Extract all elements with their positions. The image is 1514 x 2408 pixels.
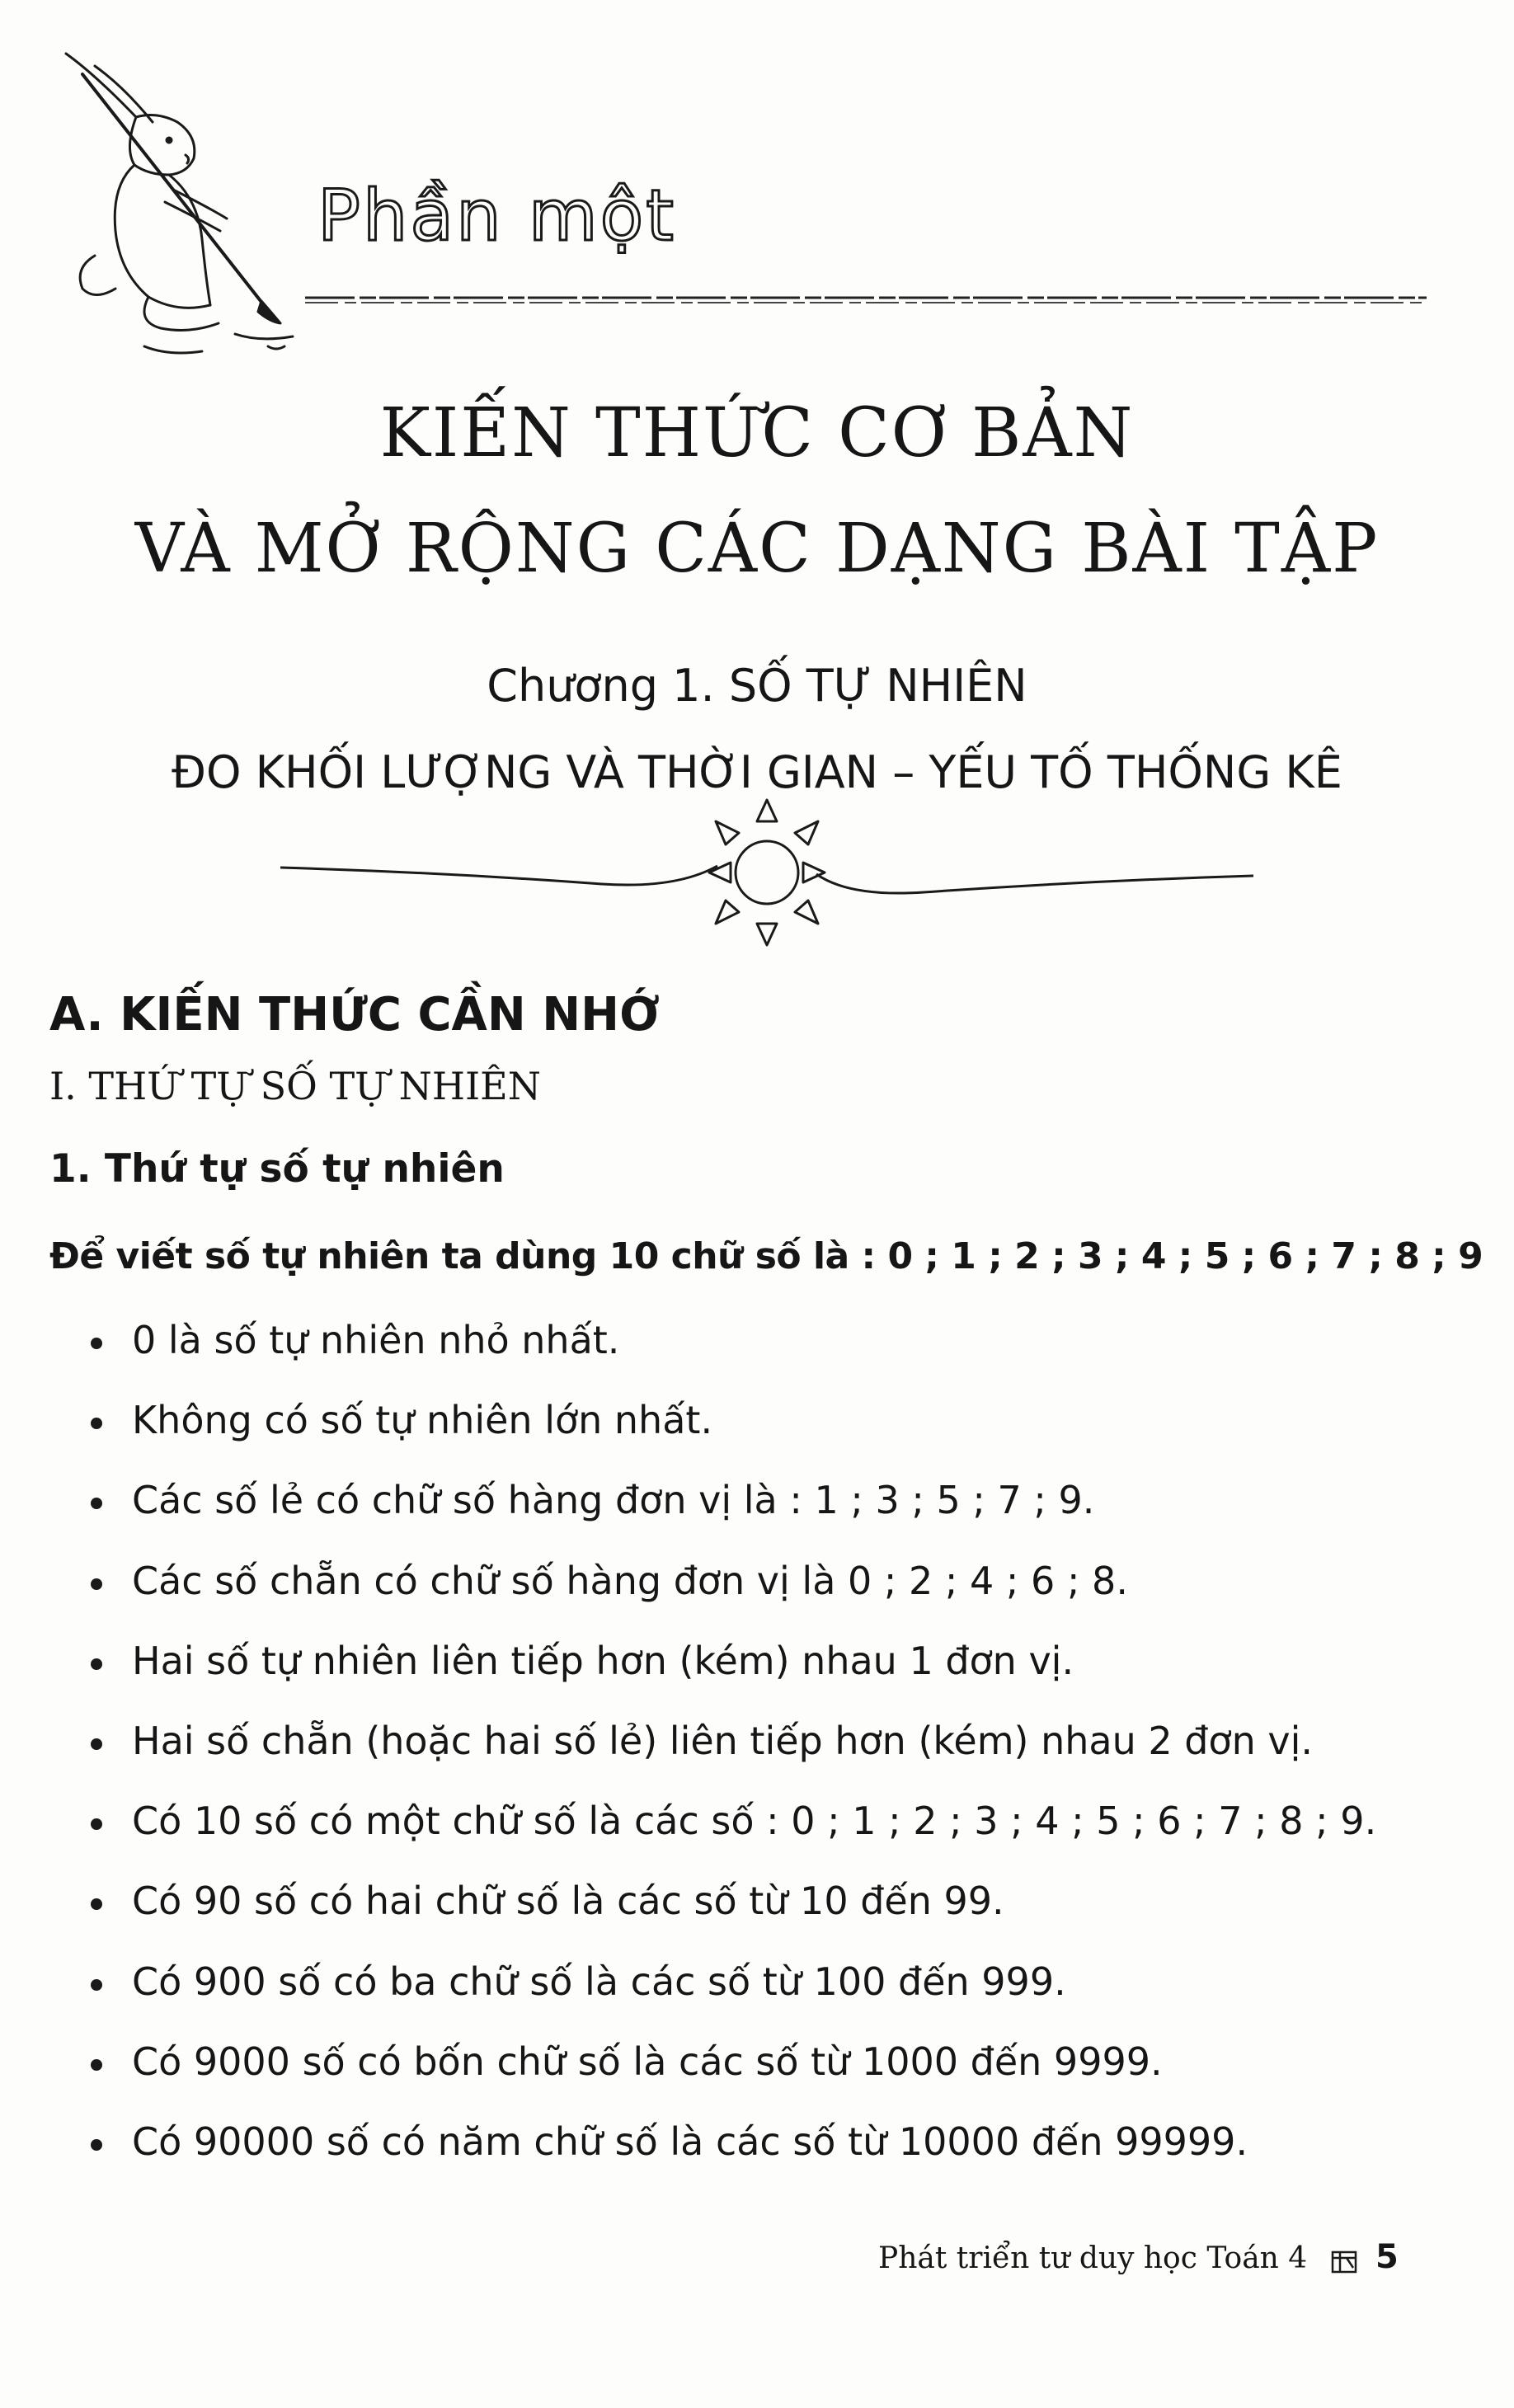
bullet-icon [91, 1578, 102, 1590]
list-item [91, 1876, 1451, 1956]
list-item-text: Các số chẵn có chữ số hàng đơn vị là 0 ; 2 ; 4 ; 6 ; 8. [132, 1558, 1128, 1603]
list-item [91, 1556, 1451, 1636]
list-item-text: Hai số chẵn (hoặc hai số lẻ) liên tiếp hơn (kém) nhau 2 đơn vị. [132, 1718, 1313, 1763]
list-item-text: 0 là số tự nhiên nhỏ nhất. [132, 1318, 620, 1362]
subsection-heading: I. THỨ TỰ SỐ TỰ NHIÊN [49, 1064, 541, 1108]
part-title-rule [305, 294, 1427, 307]
bullet-icon [91, 1898, 102, 1910]
bullet-icon [91, 1498, 102, 1509]
footer-book-title: Phát triển tư duy học Toán 4 [878, 2241, 1308, 2275]
list-item-text: Các số lẻ có chữ số hàng đơn vị là : 1 ; 3 ; 5 ; 7 ; 9. [132, 1478, 1095, 1523]
list-item [91, 1716, 1451, 1796]
list-item [91, 1315, 1451, 1395]
list-item [91, 1796, 1451, 1876]
bullet-icon [91, 2139, 102, 2151]
list-item [91, 2117, 1451, 2197]
list-item [91, 1395, 1451, 1475]
list-item [91, 1957, 1451, 2037]
list-item [91, 2037, 1451, 2117]
main-title-line-2: VÀ MỞ RỘNG CÁC DẠNG BÀI TẬP [134, 510, 1380, 588]
list-item-text: Không có số tự nhiên lớn nhất. [132, 1398, 713, 1443]
bullet-icon [91, 1818, 102, 1830]
bullet-icon [91, 1658, 102, 1670]
book-logo-icon [1330, 2248, 1358, 2276]
list-item-text: Hai số tự nhiên liên tiếp hơn (kém) nhau 1 đơn vị. [132, 1638, 1074, 1683]
bullet-icon [91, 1738, 102, 1750]
bullet-icon [91, 2059, 102, 2071]
list-item-text: Có 9000 số có bốn chữ số là các số từ 1000 đến 9999. [132, 2039, 1163, 2084]
list-item-text: Có 90000 số có năm chữ số là các số từ 10000 đến 99999. [132, 2119, 1248, 2164]
item-heading: 1. Thứ tự số tự nhiên [49, 1146, 505, 1192]
section-heading: A. KIẾN THỨC CẦN NHỚ [49, 988, 660, 1042]
list-item [91, 1475, 1451, 1555]
page-number: 5 [1375, 2238, 1399, 2276]
main-title-line-1: KIẾN THỨC CƠ BẢN [379, 394, 1135, 473]
intro-text: Để viết số tự nhiên ta dùng 10 chữ số là : 0 ; 1 ; 2 ; 3 ; 4 ; 5 ; 6 ; 7 ; 8 ; 9 [49, 1235, 1483, 1277]
bullet-list [91, 1315, 1451, 2197]
part-title: Phần một [317, 175, 677, 257]
list-item-text: Có 900 số có ba chữ số là các số từ 100 đến 999. [132, 1959, 1066, 2004]
bullet-icon [91, 1418, 102, 1429]
bullet-icon [91, 1979, 102, 1991]
list-item-text: Có 90 số có hai chữ số là các số từ 10 đến 99. [132, 1879, 1004, 1924]
sun-ornament-divider [280, 792, 1253, 957]
list-item [91, 1636, 1451, 1716]
sun-icon [736, 841, 798, 904]
bullet-icon [91, 1338, 102, 1349]
chapter-subtitle: ĐO KHỐI LƯỢNG VÀ THỜI GIAN – YẾU TỐ THỐNG KÊ [172, 746, 1342, 798]
rabbit-painter-illustration [45, 49, 326, 363]
chapter-title: Chương 1. SỐ TỰ NHIÊN [487, 660, 1027, 712]
list-item-text: Có 10 số có một chữ số là các số : 0 ; 1 ; 2 ; 3 ; 4 ; 5 ; 6 ; 7 ; 8 ; 9. [132, 1799, 1377, 1844]
